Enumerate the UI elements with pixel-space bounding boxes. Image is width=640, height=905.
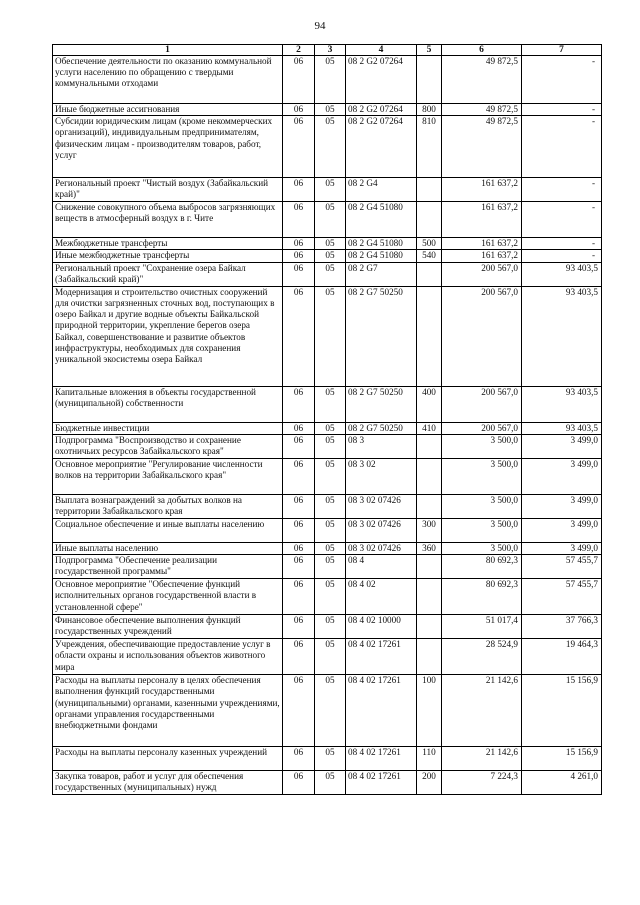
header-cell-5: 5 xyxy=(417,45,442,56)
cell-expense-type: 540 xyxy=(417,250,442,262)
cell-expense-type: 810 xyxy=(417,116,442,178)
cell-target-code: 08 3 02 07426 xyxy=(346,494,417,518)
cell-target-code: 08 3 02 07426 xyxy=(346,518,417,542)
cell-amount-2: 3 499,0 xyxy=(522,518,602,542)
table-row xyxy=(53,262,602,286)
cell-target-code: 08 2 G7 50250 xyxy=(346,286,417,386)
table-row xyxy=(53,422,602,434)
cell-expense-type xyxy=(417,494,442,518)
cell-name: Выплата вознаграждений за добытых волков на территории Забайкальского края xyxy=(53,494,283,518)
cell-target-code: 08 3 02 xyxy=(346,458,417,494)
cell-amount-1: 200 567,0 xyxy=(442,422,522,434)
cell-amount-2: 93 403,5 xyxy=(522,386,602,422)
cell-section: 06 xyxy=(283,104,315,116)
cell-section: 06 xyxy=(283,286,315,386)
table-row xyxy=(53,675,602,747)
cell-name: Иные бюджетные ассигнования xyxy=(53,104,283,116)
table-row xyxy=(53,116,602,178)
cell-subsection: 05 xyxy=(315,116,346,178)
cell-name: Региональный проект "Сохранение озера Байкал (Забайкальский край)" xyxy=(53,262,283,286)
cell-target-code: 08 2 G2 07264 xyxy=(346,116,417,178)
cell-target-code: 08 2 G2 07264 xyxy=(346,104,417,116)
cell-target-code: 08 4 02 xyxy=(346,579,417,615)
cell-expense-type xyxy=(417,458,442,494)
cell-section: 06 xyxy=(283,178,315,202)
cell-name: Модернизация и строительство очистных сооружений для очистки загрязненных сточных вод, поступающих в озеро Байкал и другие водные объекты Байкальской природной территории, укрепление берегов озера Байкал, совершенствование и развитие объектов инфраструктуры, необходимых для сохранения уникальной экосистемы озера Байкал xyxy=(53,286,283,386)
cell-section: 06 xyxy=(283,615,315,639)
cell-amount-2: - xyxy=(522,238,602,250)
cell-expense-type xyxy=(417,262,442,286)
cell-target-code: 08 3 xyxy=(346,434,417,458)
cell-section: 06 xyxy=(283,422,315,434)
cell-target-code: 08 2 G4 xyxy=(346,178,417,202)
page-number: 94 xyxy=(314,20,326,32)
cell-expense-type xyxy=(417,615,442,639)
cell-section: 06 xyxy=(283,434,315,458)
cell-expense-type: 800 xyxy=(417,104,442,116)
cell-expense-type: 200 xyxy=(417,771,442,795)
cell-expense-type xyxy=(417,178,442,202)
cell-name: Финансовое обеспечение выполнения функций государственных учреждений xyxy=(53,615,283,639)
cell-expense-type xyxy=(417,434,442,458)
cell-expense-type xyxy=(417,579,442,615)
cell-amount-1: 80 692,3 xyxy=(442,555,522,579)
cell-name: Иные выплаты населению xyxy=(53,542,283,554)
cell-expense-type: 100 xyxy=(417,675,442,747)
cell-name: Закупка товаров, работ и услуг для обеспечения государственных (муниципальных) нужд xyxy=(53,771,283,795)
cell-amount-1: 200 567,0 xyxy=(442,386,522,422)
cell-name: Подпрограмма "Воспроизводство и сохранение охотничьих ресурсов Забайкальского края" xyxy=(53,434,283,458)
cell-subsection: 05 xyxy=(315,56,346,104)
cell-section: 06 xyxy=(283,116,315,178)
cell-amount-2: 3 499,0 xyxy=(522,494,602,518)
cell-name: Основное мероприятие "Обеспечение функций исполнительных органов государственной власти в установленной сфере" xyxy=(53,579,283,615)
table-row xyxy=(53,202,602,238)
cell-expense-type: 410 xyxy=(417,422,442,434)
cell-subsection: 05 xyxy=(315,542,346,554)
cell-name: Иные межбюджетные трансферты xyxy=(53,250,283,262)
cell-amount-2: 19 464,3 xyxy=(522,639,602,675)
cell-subsection: 05 xyxy=(315,238,346,250)
cell-subsection: 05 xyxy=(315,202,346,238)
cell-expense-type xyxy=(417,639,442,675)
table-row xyxy=(53,458,602,494)
cell-section: 06 xyxy=(283,238,315,250)
table-row xyxy=(53,178,602,202)
cell-name: Субсидии юридическим лицам (кроме некоммерческих организаций), индивидуальным предпринимателям, физическим лицам - производителям товаров, работ, услуг xyxy=(53,116,283,178)
cell-target-code: 08 2 G7 xyxy=(346,262,417,286)
cell-name: Учреждения, обеспечивающие предоставление услуг в области охраны и использования объектов животного мира xyxy=(53,639,283,675)
table-body xyxy=(53,56,602,795)
cell-amount-2: 4 261,0 xyxy=(522,771,602,795)
cell-subsection: 05 xyxy=(315,458,346,494)
cell-expense-type xyxy=(417,555,442,579)
cell-amount-2: - xyxy=(522,250,602,262)
cell-expense-type xyxy=(417,286,442,386)
cell-subsection: 05 xyxy=(315,104,346,116)
cell-target-code: 08 2 G7 50250 xyxy=(346,386,417,422)
cell-amount-1: 3 500,0 xyxy=(442,494,522,518)
header-cell-4: 4 xyxy=(346,45,417,56)
cell-name: Расходы на выплаты персоналу в целях обеспечения выполнения функций государственными (муниципальными) органами, казенными учреждениями, органами управления государственными внебюджетными фондами xyxy=(53,675,283,747)
cell-name: Капитальные вложения в объекты государственной (муниципальной) собственности xyxy=(53,386,283,422)
cell-subsection: 05 xyxy=(315,494,346,518)
cell-name: Подпрограмма "Обеспечение реализации государственной программы" xyxy=(53,555,283,579)
cell-subsection: 05 xyxy=(315,747,346,771)
cell-section: 06 xyxy=(283,747,315,771)
cell-target-code: 08 4 02 17261 xyxy=(346,639,417,675)
cell-name: Региональный проект "Чистый воздух (Забайкальский край)" xyxy=(53,178,283,202)
cell-subsection: 05 xyxy=(315,434,346,458)
cell-expense-type: 110 xyxy=(417,747,442,771)
table-row xyxy=(53,250,602,262)
cell-amount-1: 3 500,0 xyxy=(442,518,522,542)
cell-subsection: 05 xyxy=(315,555,346,579)
cell-expense-type: 500 xyxy=(417,238,442,250)
cell-amount-1: 21 142,6 xyxy=(442,747,522,771)
cell-amount-1: 49 872,5 xyxy=(442,116,522,178)
header-cell-6: 6 xyxy=(442,45,522,56)
table-row xyxy=(53,286,602,386)
cell-section: 06 xyxy=(283,555,315,579)
cell-section: 06 xyxy=(283,494,315,518)
table-row xyxy=(53,771,602,795)
cell-name: Бюджетные инвестиции xyxy=(53,422,283,434)
cell-amount-1: 49 872,5 xyxy=(442,104,522,116)
cell-amount-2: - xyxy=(522,202,602,238)
cell-section: 06 xyxy=(283,458,315,494)
cell-target-code: 08 3 02 07426 xyxy=(346,542,417,554)
cell-amount-2: 15 156,9 xyxy=(522,747,602,771)
cell-section: 06 xyxy=(283,386,315,422)
cell-amount-1: 161 637,2 xyxy=(442,250,522,262)
cell-section: 06 xyxy=(283,771,315,795)
table-row xyxy=(53,518,602,542)
cell-amount-1: 200 567,0 xyxy=(442,286,522,386)
cell-subsection: 05 xyxy=(315,675,346,747)
cell-target-code: 08 2 G4 51080 xyxy=(346,250,417,262)
table-row xyxy=(53,238,602,250)
cell-subsection: 05 xyxy=(315,639,346,675)
table-row xyxy=(53,434,602,458)
cell-target-code: 08 4 02 17261 xyxy=(346,675,417,747)
cell-subsection: 05 xyxy=(315,579,346,615)
table-row xyxy=(53,104,602,116)
cell-amount-1: 28 524,9 xyxy=(442,639,522,675)
cell-amount-1: 3 500,0 xyxy=(442,458,522,494)
cell-amount-2: 57 455,7 xyxy=(522,579,602,615)
cell-amount-1: 3 500,0 xyxy=(442,542,522,554)
cell-amount-2: - xyxy=(522,56,602,104)
cell-subsection: 05 xyxy=(315,262,346,286)
cell-section: 06 xyxy=(283,202,315,238)
cell-amount-1: 161 637,2 xyxy=(442,238,522,250)
cell-amount-2: 57 455,7 xyxy=(522,555,602,579)
cell-subsection: 05 xyxy=(315,615,346,639)
cell-amount-2: 3 499,0 xyxy=(522,542,602,554)
cell-section: 06 xyxy=(283,675,315,747)
cell-amount-1: 49 872,5 xyxy=(442,56,522,104)
cell-section: 06 xyxy=(283,56,315,104)
cell-section: 06 xyxy=(283,579,315,615)
table-row xyxy=(53,615,602,639)
cell-subsection: 05 xyxy=(315,178,346,202)
cell-expense-type: 300 xyxy=(417,518,442,542)
cell-target-code: 08 4 02 10000 xyxy=(346,615,417,639)
cell-amount-2: 93 403,5 xyxy=(522,422,602,434)
cell-amount-2: 3 499,0 xyxy=(522,458,602,494)
cell-section: 06 xyxy=(283,639,315,675)
cell-target-code: 08 2 G7 50250 xyxy=(346,422,417,434)
cell-target-code: 08 2 G4 51080 xyxy=(346,202,417,238)
cell-amount-2: 37 766,3 xyxy=(522,615,602,639)
header-row xyxy=(53,45,602,56)
header-cell-3: 3 xyxy=(315,45,346,56)
cell-subsection: 05 xyxy=(315,422,346,434)
cell-expense-type xyxy=(417,202,442,238)
cell-section: 06 xyxy=(283,518,315,542)
cell-expense-type: 400 xyxy=(417,386,442,422)
table-row xyxy=(53,747,602,771)
cell-name: Снижение совокупного объема выбросов загрязняющих веществ в атмосферный воздух в г. Чите xyxy=(53,202,283,238)
cell-amount-2: 15 156,9 xyxy=(522,675,602,747)
cell-target-code: 08 4 02 17261 xyxy=(346,747,417,771)
cell-expense-type xyxy=(417,56,442,104)
cell-expense-type: 360 xyxy=(417,542,442,554)
cell-amount-1: 161 637,2 xyxy=(442,202,522,238)
cell-amount-2: 93 403,5 xyxy=(522,262,602,286)
cell-section: 06 xyxy=(283,250,315,262)
cell-section: 06 xyxy=(283,542,315,554)
cell-amount-1: 80 692,3 xyxy=(442,579,522,615)
cell-amount-2: - xyxy=(522,116,602,178)
cell-amount-2: - xyxy=(522,104,602,116)
table-row xyxy=(53,639,602,675)
cell-name: Расходы на выплаты персоналу казенных учреждений xyxy=(53,747,283,771)
table-row xyxy=(53,494,602,518)
cell-target-code: 08 4 02 17261 xyxy=(346,771,417,795)
budget-table xyxy=(52,44,602,795)
cell-amount-1: 161 637,2 xyxy=(442,178,522,202)
table-row xyxy=(53,386,602,422)
cell-amount-2: 93 403,5 xyxy=(522,286,602,386)
cell-amount-2: 3 499,0 xyxy=(522,434,602,458)
cell-amount-2: - xyxy=(522,178,602,202)
cell-name: Обеспечение деятельности по оказанию коммунальной услуги населению по обращению с твердыми коммунальными отходами xyxy=(53,56,283,104)
cell-target-code: 08 4 xyxy=(346,555,417,579)
header-cell-7: 7 xyxy=(522,45,602,56)
cell-amount-1: 21 142,6 xyxy=(442,675,522,747)
cell-subsection: 05 xyxy=(315,771,346,795)
header-cell-2: 2 xyxy=(283,45,315,56)
cell-subsection: 05 xyxy=(315,386,346,422)
cell-amount-1: 200 567,0 xyxy=(442,262,522,286)
cell-target-code: 08 2 G4 51080 xyxy=(346,238,417,250)
cell-subsection: 05 xyxy=(315,518,346,542)
cell-name: Основное мероприятие "Регулирование численности волков на территории Забайкальского края" xyxy=(53,458,283,494)
cell-amount-1: 3 500,0 xyxy=(442,434,522,458)
cell-section: 06 xyxy=(283,262,315,286)
header-cell-1: 1 xyxy=(53,45,283,56)
cell-name: Межбюджетные трансферты xyxy=(53,238,283,250)
cell-subsection: 05 xyxy=(315,286,346,386)
cell-amount-1: 7 224,3 xyxy=(442,771,522,795)
table-row xyxy=(53,56,602,104)
table-row xyxy=(53,542,602,554)
table-row xyxy=(53,579,602,615)
cell-target-code: 08 2 G2 07264 xyxy=(346,56,417,104)
cell-amount-1: 51 017,4 xyxy=(442,615,522,639)
table-row xyxy=(53,555,602,579)
cell-name: Социальное обеспечение и иные выплаты населению xyxy=(53,518,283,542)
cell-subsection: 05 xyxy=(315,250,346,262)
